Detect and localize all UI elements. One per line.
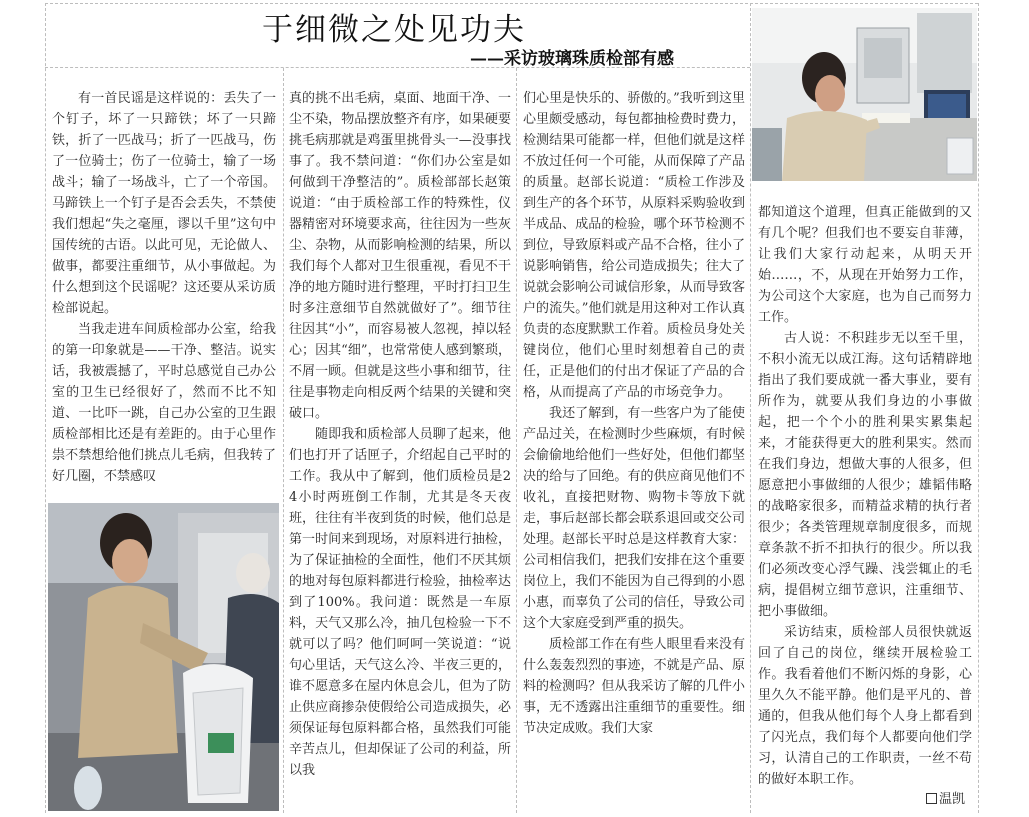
article-title: 于细微之处见功夫 [262, 12, 526, 48]
paragraph: 当我走进车间质检部办公室，给我的第一印象就是——干净、整洁。说实话，我被震撼了，平时总感觉自己办公室的卫生已经很好了，然而不比不知道、一比吓一跳，自己办公室的卫生跟质检部相比还是有差距的。由于心里作祟不禁想给他们挑点儿毛病，但我转了好几圈，不禁感叹 [52, 322, 276, 484]
paragraph: 有一首民谣是这样说的：丢失了一个钉子，坏了一只蹄铁；坏了一只蹄铁，折了一匹战马；折了一匹战马，伤了一位骑士；伤了一位骑士，输了一场战斗；输了一场战斗，亡了一个帝国。马蹄铁上一个钉子是否会丢失，不禁使我们想起“失之毫厘，谬以千里”这句中国传统的古语。以此可见，无论做人、做事，都要注重细节，从小事做起。为什么想到这个民谣呢？这还要从采访质检部说起。 [52, 91, 276, 316]
paragraph: 真的挑不出毛病，桌面、地面干净、一尘不染，物品摆放整齐有序，如果硬要挑毛病那就是鸡蛋里挑骨头一—没事找事了。我不禁问道：“你们办公室是如何做到干净整洁的”。质检部部长赵策说道：“由于质检部工作的特殊性，仪器精密对环境要求高，往往因为一些灰尘、杂物，从而影响检测的结果，所以我们每个人都对卫生很重视，看见不干净的地方随时进行整理，平时打扫卫生时多注意细节自然就做好了”。细节往往因其“小”，而容易被人忽视，掉以轻心；因其“细”，也常常使人感到繁琐，不屑一顾。但就是这些小事和细节，往往是事物走向相反两个结果的关键和突破口。 [289, 91, 511, 421]
paragraph: 采访结束，质检部人员很快就返回了自己的岗位，继续开展检验工作。我看着他们不断闪烁的身影，心里久久不能平静。他们是平凡的、普通的，但我从他们每个人身上都看到了闪光点，我们每个人都要向他们学习，认清自己的工作职责，一丝不苟的做好本职工作。 [758, 625, 972, 787]
column-divider [283, 68, 284, 813]
paragraph: 质检部工作在有些人眼里看来没有什么轰轰烈烈的事迹，不就是产品、原料的检测吗？但从我采访了解的几件小事，无不透露出注重细节的重要性。细节决定成败。我们大家 [523, 637, 745, 736]
paragraph: 古人说：不积跬步无以至千里，不积小流无以成江海。这句话精辟地指出了我们要成就一番大事业，要有所作为，就要从我们身边的小事做起，把一个个小的胜利果实累集起来，才能获得更大的胜利果实。然而在我们身边，想做大事的人很多，但愿意把小事做细的人很少；雄韬伟略的战略家很多，而精益求精的执行者很少；各类管理规章制度很多，而规章条款不折不扣执行的很少。所以我们必须改变心浮气躁、浅尝辄止的毛病，提倡树立细节意识，注重细节、把小事做细。 [758, 331, 972, 619]
column-divider [750, 3, 751, 813]
paragraph: 我还了解到，有一些客户为了能使产品过关，在检测时少些麻烦，有时候会偷偷地给他们一些好处，但他们都坚决的给与了回绝。有的供应商见他们不收礼，直接把财物、购物卡等放下就走，事后赵部长都会联系退回或交公司处理。赵部长平时总是这样教育大家：公司相信我们，把我们安排在这个重要岗位上，我们不能因为自己得到的小恩小惠，而辜负了公司的信任，导致公司这个大家庭受到严重的损失。 [523, 406, 745, 631]
frame-right-rule [978, 3, 979, 813]
author-byline [926, 788, 965, 807]
paragraph: 们心里是快乐的、骄傲的。”我听到这里心里颇受感动，每包都抽检费时费力，检测结果可能都一样，但他们就是这样不放过任何一个可能，从而保障了产品的质量。赵部长说道：“质检工作涉及到生产的各个环节，从原料采购验收到半成品、成品的检验，哪个环节检测不到位，导致原料或产品不合格，往小了说影响销售，给公司造成损失；往大了说就会影响公司诚信形象，从而导致客户的流失。”他们就是用这种对工作认真负责的态度默默工作着。质检员身处关键岗位，他们心里时刻想着自己的责任，正是他们的付出才保证了产品的合格，从而提高了产品的市场竞争力。 [523, 91, 745, 400]
photo-inspectors-sampling-bags-icon [48, 503, 279, 811]
author-name: 温凯 [939, 792, 966, 807]
frame-left-rule [45, 3, 46, 813]
warehouse-photo [48, 503, 279, 811]
paragraph: 随即我和质检部人员聊了起来，他们也打开了话匣子，介绍起自己平时的工作。我从中了解到，他们质检员是24小时两班倒工作制，尤其是冬天夜班，往往有半夜到货的时候，他们总是第一时间来到现场，对原料进行抽检，为了保证抽检的全面性，他们不厌其烦的地对每包原料都进行检验，抽检率达到了100%。我问道：既然是一车原料，天气又那么冷，抽几包检验一下不就可以了吗？他们呵呵一笑说道：“说句心里话，天气这么冷、半夜三更的，谁不愿意多在屋内休息会儿，但为了防止供应商掺杂使假给公司造成损失，必须保证每包原料都合格，虽然我们可能辛苦点儿，但却保证了公司的利益，所以我 [289, 427, 511, 778]
article-subtitle: ——采访玻璃珠质检部有感 [470, 49, 674, 69]
square-box-icon [926, 793, 937, 804]
paragraph: 都知道这个道理，但真正能做到的又有几个呢？但我们也不要妄自菲薄，让我们大家行动起来，从明天开始……，不，从现在开始努力工作，为公司这个大家庭，也为自己而努力工作。 [758, 205, 972, 325]
article-column-2 [289, 88, 511, 802]
column-divider [516, 68, 517, 813]
article-column-3 [523, 88, 745, 802]
article-column-1 [52, 88, 276, 484]
photo-inspector-at-desk-icon [752, 8, 977, 181]
lab-photo [752, 8, 977, 181]
article-column-4 [758, 202, 972, 790]
